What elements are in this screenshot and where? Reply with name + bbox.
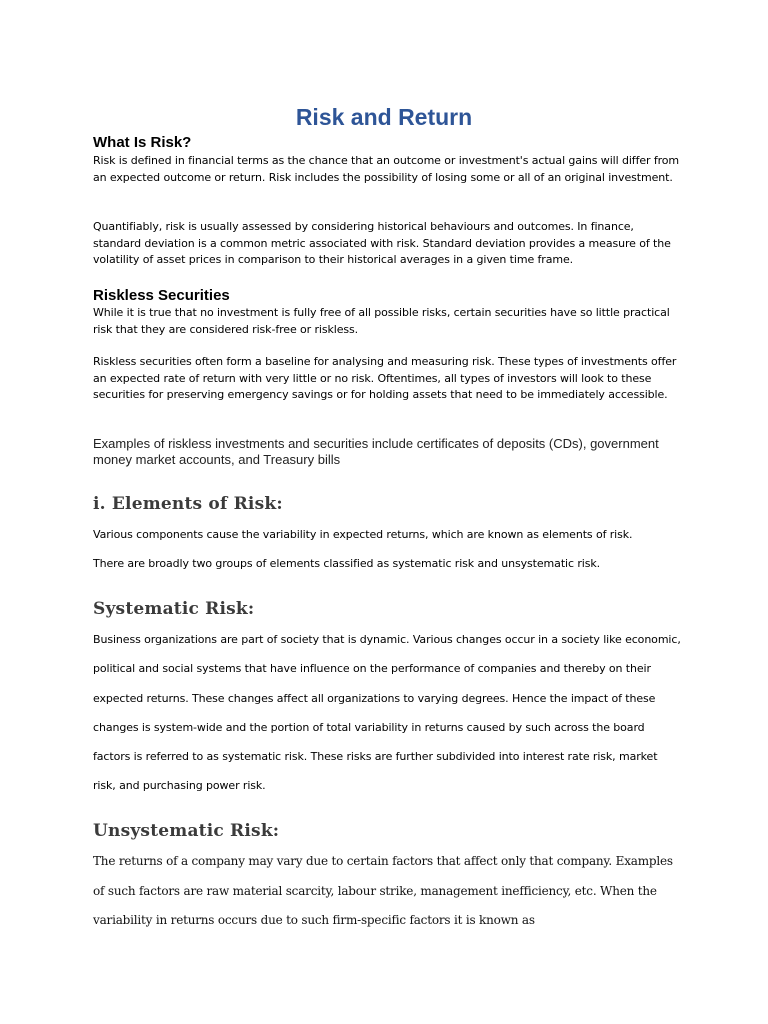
heading-riskless-securities: Riskless Securities	[93, 287, 230, 304]
paragraph-unsystematic-risk: The returns of a company may vary due to certain factors that affect only that company. Examples of such factors are raw material scarcity, labour strike, management inefficiency, etc. When the variability in returns occurs due to such firm-specific factors it is known as	[93, 854, 673, 927]
document-title: Risk and Return	[295, 104, 473, 130]
paragraph-risk-quantification: Quantifiably, risk is usually assessed by considering historical behaviours and outcomes. In finance, standard deviation is a common metric associated with risk. Standard deviation provides a measure of the volatility of asset prices in comparison to their historical averages in a given time frame.	[93, 220, 671, 266]
heading-what-is-risk: What Is Risk?	[93, 134, 192, 151]
paragraph-riskless-examples: Examples of riskless investments and securities include certificates of deposits (CDs), government money market accounts, and Treasury bills	[93, 436, 659, 467]
heading-unsystematic-risk: Unsystematic Risk:	[93, 821, 280, 841]
paragraph-systematic-risk: Business organizations are part of society that is dynamic. Various changes occur in a society like economic, political and social systems that have influence on the performance of companies and thereby on their expected returns. These changes affect all organizations to varying degrees. Hence the impact of these changes is system-wide and the portion of total variability in returns caused by such across the board factors is referred to as systematic risk. These risks are further subdivided into interest rate risk, market risk, and purchasing power risk.	[93, 633, 681, 793]
paragraph-riskless-baseline: Riskless securities often form a baseline for analysing and measuring risk. These types of investments offer an expected rate of return with very little or no risk. Oftentimes, all types of investors will look to these securities for preserving emergency savings or for holding assets that need to be immediately accessible.	[93, 355, 677, 401]
paragraph-elements-intro: Various components cause the variability in expected returns, which are known as elements of risk.	[93, 528, 633, 541]
heading-elements-of-risk: i. Elements of Risk:	[93, 494, 283, 514]
heading-systematic-risk: Systematic Risk:	[93, 599, 255, 619]
paragraph-riskless-intro: While it is true that no investment is fully free of all possible risks, certain securities have so little practical risk that they are considered risk-free or riskless.	[93, 306, 670, 336]
paragraph-risk-definition: Risk is defined in financial terms as the chance that an outcome or investment's actual gains will differ from an expected outcome or return. Risk includes the possibility of losing some or all of an original investment.	[93, 154, 680, 184]
paragraph-elements-groups: There are broadly two groups of elements classified as systematic risk and unsystematic risk.	[93, 557, 601, 570]
